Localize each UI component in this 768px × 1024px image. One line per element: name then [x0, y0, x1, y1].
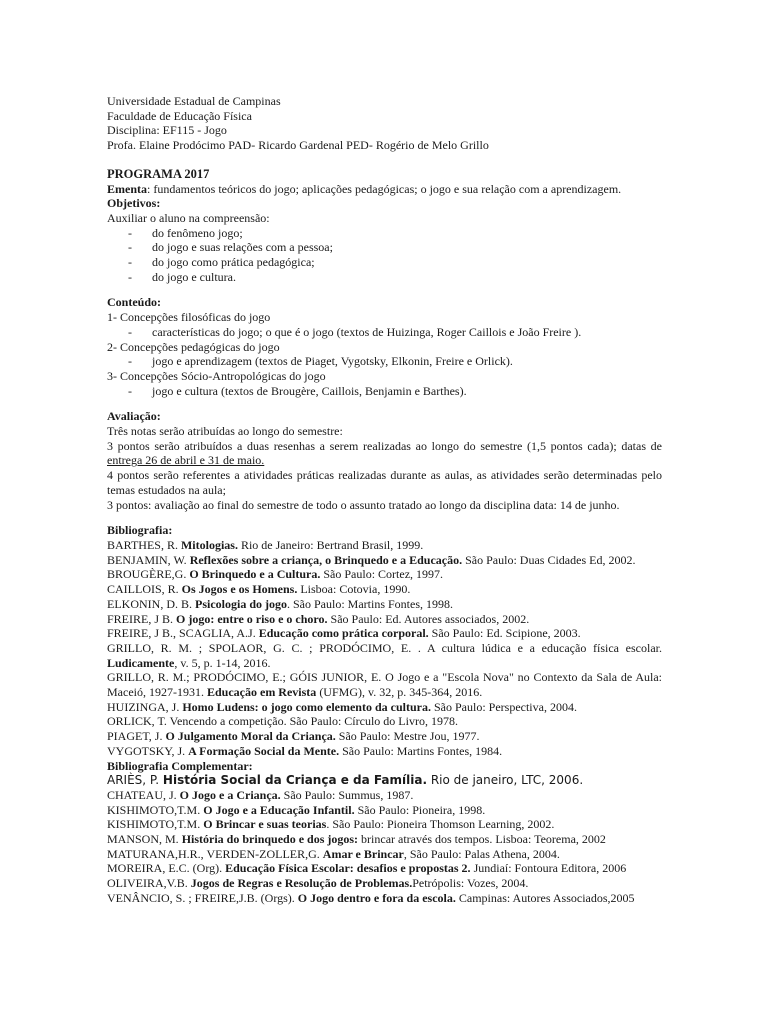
university-name: Universidade Estadual de Campinas	[107, 94, 281, 108]
reference-item: GRILLO, R. M.; PRODÓCIMO, E.; GÓIS JUNIOR, E. O Jogo e a "Escola Nova" no Contexto da Sala de Aula: Maceió, 1927-1931. Educação em Revista (UFMG), v. 32, p. 345-364, 2016.	[107, 670, 662, 700]
reference-item: MOREIRA, E.C. (Org). Educação Física Escolar: desafios e propostas 2. Jundiaí: Fontoura Editora, 2006	[107, 861, 627, 876]
reference-item: HUIZINGA, J. Homo Ludens: o jogo como elemento da cultura. São Paulo: Perspectiva, 2004.	[107, 699, 577, 714]
conteudo-topic-3-list	[107, 384, 662, 399]
reference-item: MANSON, M. História do brinquedo e dos jogos: brincar através dos tempos. Lisboa: Teorema, 2002	[107, 832, 606, 847]
bibliografia-list	[107, 538, 662, 759]
avaliacao-paragraph-1: 3 pontos serão atribuídos a duas resenhas a serem realizadas ao longo do semestre (1,5 pontos cada); datas de entrega 26 de abril e 31 de maio.	[107, 438, 662, 468]
professors-line: Profa. Elaine Prodócimo PAD- Ricardo Gardenal PED- Rogério de Melo Grillo	[107, 138, 489, 153]
reference-item: PIAGET, J. O Julgamento Moral da Criança. São Paulo: Mestre Jou, 1977.	[107, 729, 480, 744]
reference-item: BENJAMIN, W. Reflexões sobre a criança, o Brinquedo e a Educação. São Paulo: Duas Cidades Ed, 2002.	[107, 552, 636, 567]
list-item: - do jogo como prática pedagógica;	[107, 255, 662, 270]
conteudo-label: Conteúdo:	[107, 295, 162, 310]
reference-item: VENÂNCIO, S. ; FREIRE,J.B. (Orgs). O Jogo dentro e fora da escola. Campinas: Autores Associados,2005	[107, 890, 635, 905]
conteudo-topic-2-list	[107, 354, 662, 369]
avaliacao-intro: Três notas serão atribuídas ao longo do semestre:	[107, 424, 343, 439]
reference-item: BROUGÈRE,G. O Brinquedo e a Cultura. São Paulo: Cortez, 1997.	[107, 567, 444, 582]
document-page	[107, 94, 662, 906]
faculty-name: Faculdade de Educação Física	[107, 108, 252, 123]
avaliacao-paragraph-3: 3 pontos: avaliação ao final do semestre de todo o assunto tratado ao longo da disciplina data: 14 de junho.	[107, 497, 620, 512]
conteudo-topic-3: 3- Concepções Sócio-Antropológicas do jogo	[107, 368, 326, 383]
bibliografia-complementar-label: Bibliografia Complementar:	[107, 758, 253, 773]
list-item: - do jogo e cultura.	[107, 270, 662, 285]
reference-item: FREIRE, J B. O jogo: entre o riso e o choro. São Paulo: Ed. Autores associados, 2002.	[107, 611, 530, 626]
ementa-text: : fundamentos teóricos do jogo; aplicações pedagógicas; o jogo e sua relação com a aprendizagem.	[147, 181, 622, 196]
objetivos-intro: Auxiliar o aluno na compreensão:	[107, 210, 270, 225]
reference-item: GRILLO, R. M. ; SPOLAOR, G. C. ; PRODÓCIMO, E. . A cultura lúdica e a educação física escolar. Ludicamente, v. 5, p. 1-14, 2016.	[107, 640, 662, 670]
reference-item: CHATEAU, J. O Jogo e a Criança. São Paulo: Summus, 1987.	[107, 787, 414, 802]
list-item: - jogo e aprendizagem (textos de Piaget, Vygotsky, Elkonin, Freire e Orlick).	[107, 354, 662, 369]
reference-item: OLIVEIRA,V.B. Jogos de Regras e Resolução de Problemas.Petrópolis: Vozes, 2004.	[107, 876, 529, 891]
reference-item: MATURANA,H.R., VERDEN-ZOLLER,G. Amar e Brincar, São Paulo: Palas Athena, 2004.	[107, 846, 560, 861]
conteudo-topic-1: 1- Concepções filosóficas do jogo	[107, 310, 271, 325]
avaliacao-dates: entrega 26 de abril e 31 de maio.	[107, 453, 265, 468]
avaliacao-label: Avaliação:	[107, 409, 161, 424]
objetivos-label: Objetivos:	[107, 196, 161, 211]
list-item: - características do jogo; o que é o jogo (textos de Huizinga, Roger Caillois e João Freire ).	[107, 325, 662, 340]
list-item: - do jogo e suas relações com a pessoa;	[107, 240, 662, 255]
reference-aries: ARIÈS, P. História Social da Criança e da Família. Rio de janeiro, LTC, 2006.	[107, 773, 584, 788]
objetivos-list	[107, 226, 662, 285]
conteudo-topic-1-list	[107, 325, 662, 340]
discipline-line: Disciplina: EF115 - Jogo	[107, 123, 227, 138]
programa-title: PROGRAMA 2017	[107, 166, 210, 181]
reference-item: KISHIMOTO,T.M. O Jogo e a Educação Infantil. São Paulo: Pioneira, 1998.	[107, 802, 486, 817]
reference-item: ELKONIN, D. B. Psicologia do jogo. São Paulo: Martins Fontes, 1998.	[107, 596, 454, 611]
bibliografia-label: Bibliografia:	[107, 523, 173, 538]
bibliografia-complementar-list	[107, 788, 662, 906]
ementa-label: Ementa	[107, 181, 147, 196]
reference-item: KISHIMOTO,T.M. O Brincar e suas teorias. São Paulo: Pioneira Thomson Learning, 2002.	[107, 817, 555, 832]
ementa-line	[107, 182, 662, 197]
conteudo-topic-2: 2- Concepções pedagógicas do jogo	[107, 339, 280, 354]
reference-item: ORLICK, T. Vencendo a competição. São Paulo: Círculo do Livro, 1978.	[107, 714, 458, 729]
list-item: - do fenômeno jogo;	[107, 226, 662, 241]
reference-item: FREIRE, J B., SCAGLIA, A.J. Educação como prática corporal. São Paulo: Ed. Scipione, 2003.	[107, 626, 581, 641]
reference-item: CAILLOIS, R. Os Jogos e os Homens. Lisboa: Cotovia, 1990.	[107, 582, 411, 597]
avaliacao-paragraph-2: 4 pontos serão referentes a atividades práticas realizadas durante as aulas, as atividades serão determinadas pelo temas estudados na aula;	[107, 468, 662, 497]
reference-item: BARTHES, R. Mitologias. Rio de Janeiro: Bertrand Brasil, 1999.	[107, 537, 424, 552]
list-item: - jogo e cultura (textos de Brougère, Caillois, Benjamin e Barthes).	[107, 384, 662, 399]
reference-item: VYGOTSKY, J. A Formação Social da Mente. São Paulo: Martins Fontes, 1984.	[107, 743, 503, 758]
